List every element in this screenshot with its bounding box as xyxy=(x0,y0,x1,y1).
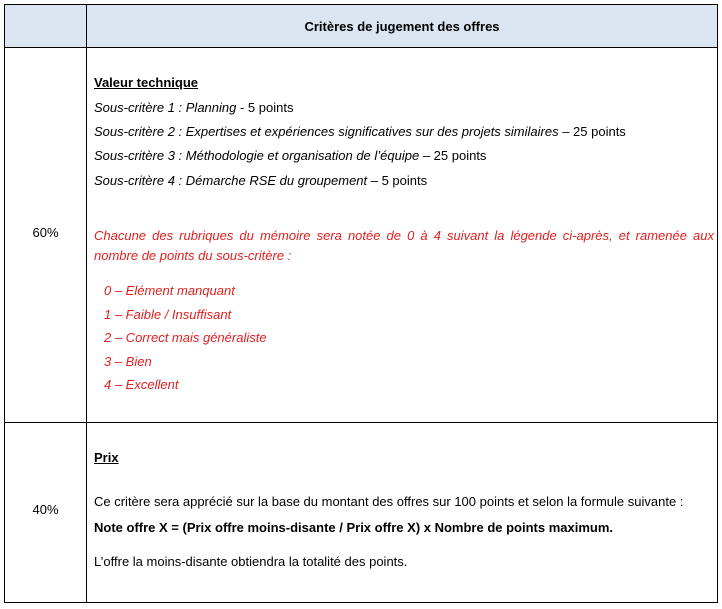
technique-heading: Valeur technique xyxy=(94,75,199,90)
prix-heading: Prix xyxy=(94,450,119,465)
technique-note: Chacune des rubriques du mémoire sera notée de 0 à 4 suivant la légende ci-après, et ramenée aux nombre de points du sous-critère : xyxy=(94,228,714,263)
border-header-bottom xyxy=(4,47,718,48)
technique-percent: 60% xyxy=(32,225,59,240)
scale-item: 3 – Bien xyxy=(104,354,152,369)
scale-item: 4 – Excellent xyxy=(104,377,179,392)
subcriterion-label: Sous-critère 2 : xyxy=(94,124,186,139)
subcriterion-points: – 5 points xyxy=(367,173,428,188)
prix-intro: Ce critère sera apprécié sur la base du montant des offres sur 100 points et selon la formule suivante : xyxy=(94,494,684,509)
subcriterion-name: Démarche RSE du groupement xyxy=(185,173,368,188)
border-bottom xyxy=(4,602,718,603)
subcriterion-1 xyxy=(94,100,293,115)
subcriterion-label: Sous-critère 3 : xyxy=(94,148,186,163)
subcriterion-label: Sous-critère 4 : xyxy=(94,173,186,188)
subcriterion-points: - 5 points xyxy=(236,100,294,115)
border-row-separator xyxy=(4,422,718,423)
border-column-separator xyxy=(86,4,87,603)
criteria-table xyxy=(4,4,718,603)
prix-formula: Note offre X = (Prix offre moins-disante / Prix offre X) x Nombre de points maximum. xyxy=(94,520,614,535)
subcriterion-name: Méthodologie et organisation de l’équipe xyxy=(185,148,420,163)
header-title: Critères de jugement des offres xyxy=(87,5,717,47)
border-top xyxy=(4,4,718,5)
subcriterion-name: Expertises et expériences significatives sur des projets similaires xyxy=(185,124,559,139)
subcriterion-4 xyxy=(94,173,427,188)
subcriterion-2 xyxy=(94,124,626,139)
border-right xyxy=(717,4,718,603)
subcriterion-3 xyxy=(94,148,486,163)
subcriterion-points: – 25 points xyxy=(419,148,487,163)
scale-item: 2 – Correct mais généraliste xyxy=(104,330,267,345)
subcriterion-points: – 25 points xyxy=(558,124,626,139)
scale-item: 0 – Elément manquant xyxy=(104,283,235,298)
header-empty-cell xyxy=(5,5,86,47)
prix-percent: 40% xyxy=(32,502,59,517)
prix-conclusion: L’offre la moins-disante obtiendra la totalité des points. xyxy=(94,554,408,569)
subcriterion-label: Sous-critère 1 : xyxy=(94,100,186,115)
subcriterion-name: Planning xyxy=(185,100,237,115)
scale-item: 1 – Faible / Insuffisant xyxy=(104,307,232,322)
